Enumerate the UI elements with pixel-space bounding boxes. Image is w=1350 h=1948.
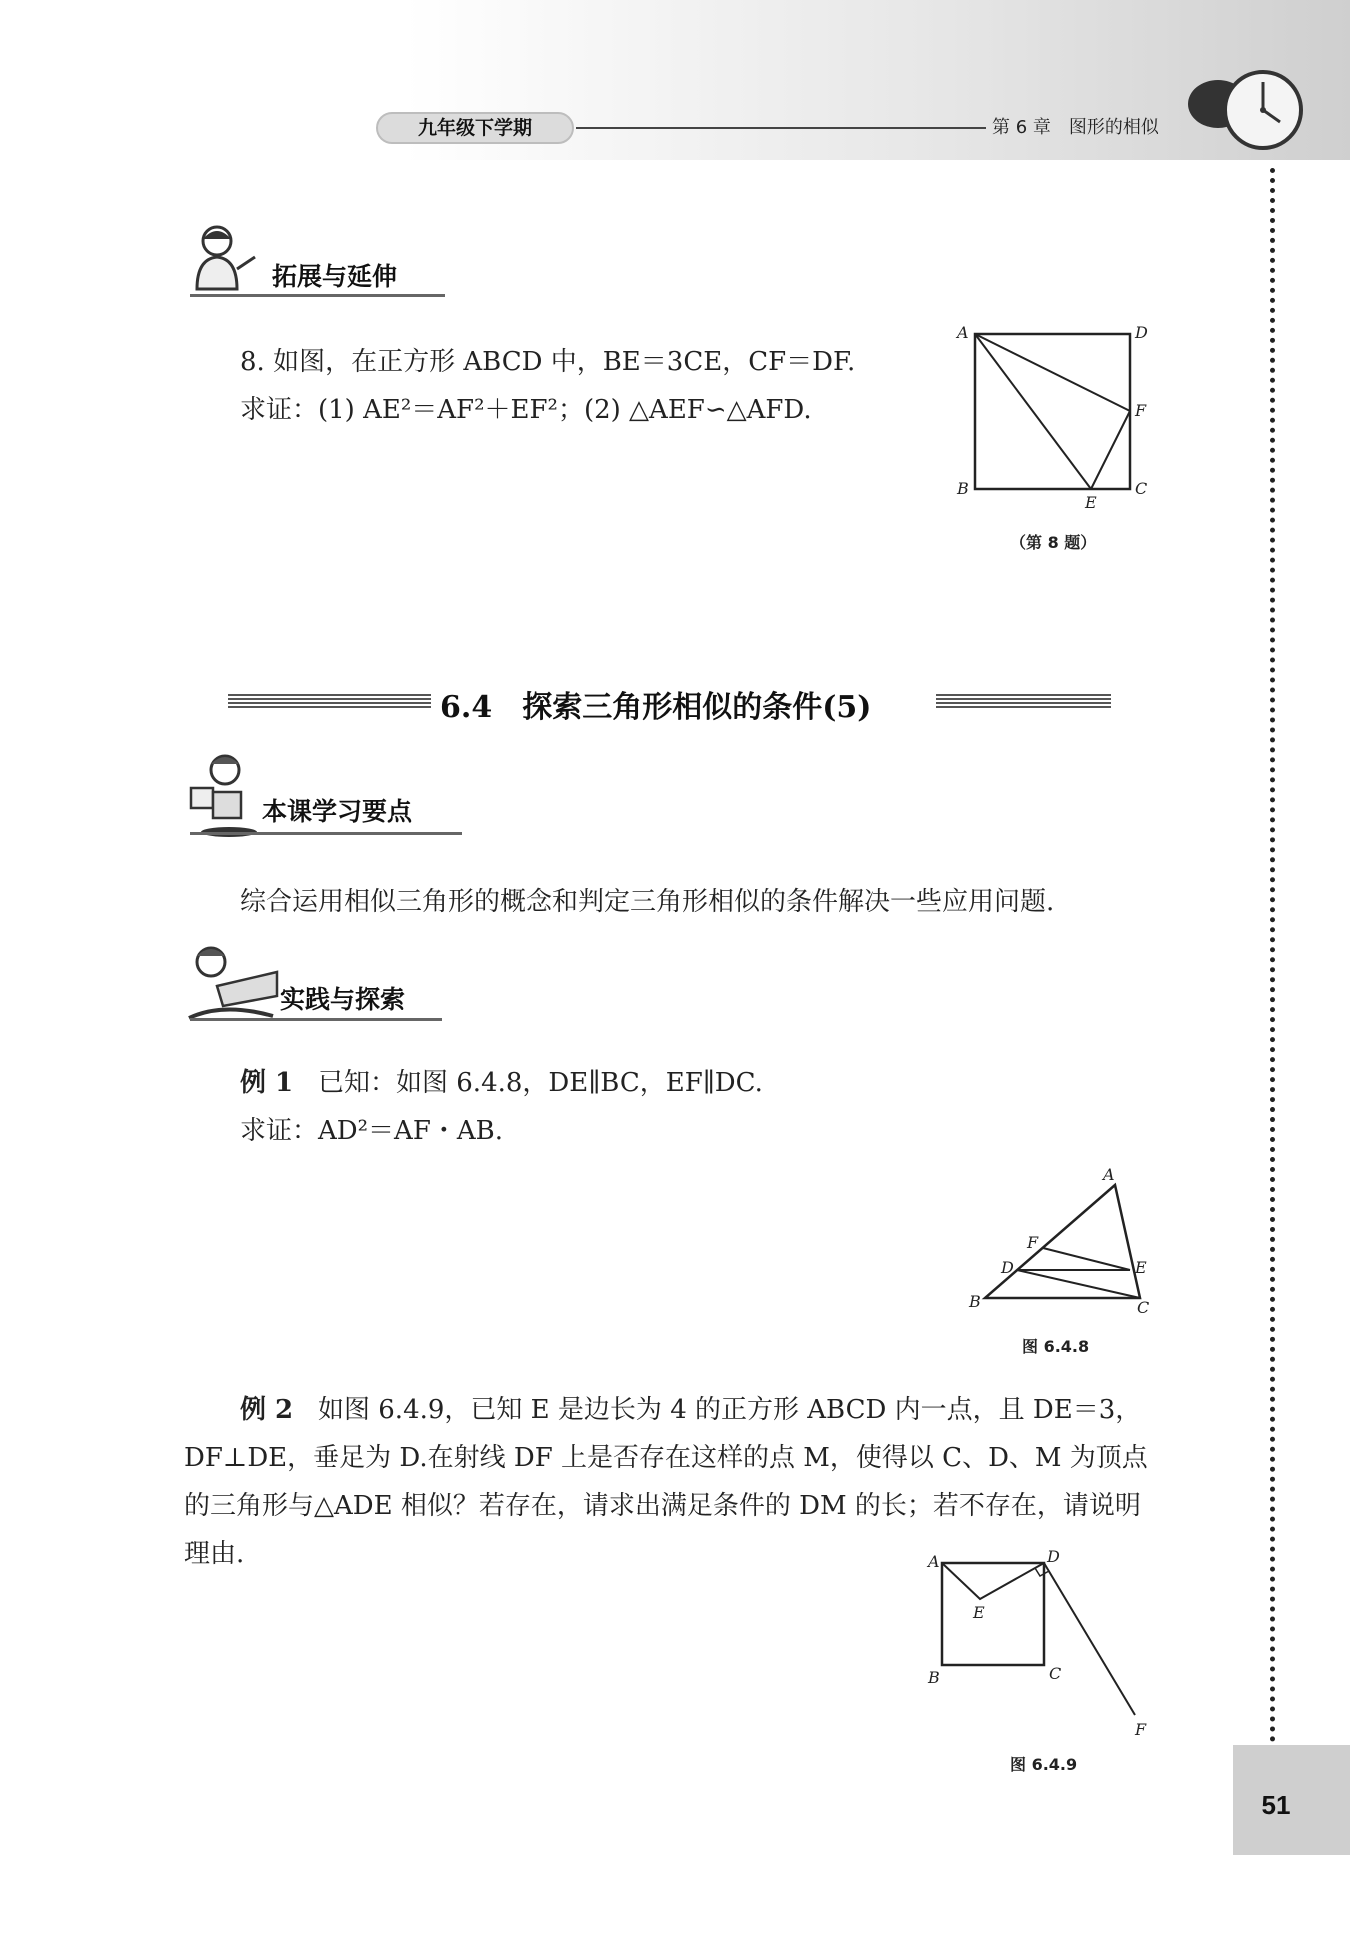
- section-keypoints-underline: [190, 832, 462, 835]
- fig649-label-a: A: [928, 1552, 940, 1571]
- example1-line2: 求证：AD²＝AF・AB.: [240, 1116, 504, 1146]
- example2-caption: 图 6.4.9: [1010, 1755, 1078, 1774]
- teacher-icon: [183, 223, 257, 293]
- fig648-label-e: E: [1135, 1258, 1147, 1277]
- example2-label: 例 2: [240, 1395, 294, 1425]
- problem8-caption: （第 8 题）: [1010, 533, 1097, 552]
- example1-label: 例 1: [240, 1068, 294, 1098]
- lesson-heading: 6.4 探索三角形相似的条件(5): [440, 690, 872, 725]
- fig8-label-e: E: [1085, 493, 1097, 512]
- section-extend-underline: [190, 294, 445, 297]
- fig8-label-a: A: [957, 323, 969, 342]
- example2-line4: 理由.: [184, 1539, 245, 1569]
- fig8-label-c: C: [1135, 479, 1148, 498]
- example1-line1: 已知：如图 6.4.8，DE∥BC，EF∥DC.: [318, 1068, 763, 1098]
- example2-figure: [925, 1545, 1150, 1740]
- grade-label: 九年级下学期: [376, 112, 574, 144]
- fig648-label-d: D: [1001, 1258, 1014, 1277]
- example2-line3: 的三角形与△ADE 相似？若存在，请求出满足条件的 DM 的长；若不存在，请说明: [184, 1491, 1141, 1521]
- section-practice-title: 实践与探索: [280, 985, 406, 1014]
- reading-student-icon: [185, 752, 265, 838]
- problem8-figure: [945, 318, 1155, 518]
- header-rule: [576, 127, 986, 129]
- example1-caption: 图 6.4.8: [1022, 1337, 1090, 1356]
- chapter-title: 第 6 章 图形的相似: [992, 117, 1159, 138]
- fig8-label-f: F: [1135, 401, 1147, 420]
- fig8-label-d: D: [1135, 323, 1148, 342]
- problem8-line2: 求证：(1) AE²＝AF²＋EF²；(2) △AEF∽△AFD.: [240, 395, 812, 425]
- page-number: 51: [1261, 1790, 1291, 1820]
- fig648-label-f: F: [1027, 1233, 1039, 1252]
- runner-clock-icon: [1180, 62, 1310, 154]
- example2-line1: 如图 6.4.9，已知 E 是边长为 4 的正方形 ABCD 内一点，且 DE＝3，: [318, 1395, 1142, 1425]
- keypoints-text: 综合运用相似三角形的概念和判定三角形相似的条件解决一些应用问题.: [240, 887, 1055, 917]
- heading-stripe-right: [936, 694, 1111, 710]
- problem8-line1: 8. 如图，在正方形 ABCD 中，BE＝3CE，CF＝DF.: [240, 347, 856, 377]
- fig648-label-b: B: [969, 1292, 981, 1311]
- fig649-label-e: E: [973, 1603, 985, 1622]
- fig648-label-a: A: [1103, 1165, 1115, 1184]
- fig648-label-c: C: [1137, 1298, 1150, 1317]
- section-extend-title: 拓展与延伸: [272, 262, 398, 291]
- margin-dotted-rail: [1270, 168, 1275, 1743]
- fig649-label-d: D: [1047, 1547, 1060, 1566]
- fig649-label-b: B: [928, 1668, 940, 1687]
- fig649-label-c: C: [1049, 1664, 1062, 1683]
- example1-figure: [955, 1165, 1155, 1325]
- fig649-label-f: F: [1135, 1720, 1147, 1739]
- heading-stripe-left: [228, 694, 431, 710]
- section-practice-underline: [190, 1018, 442, 1021]
- example2-line2: DF⊥DE，垂足为 D.在射线 DF 上是否存在这样的点 M，使得以 C、D、M 为顶点: [184, 1443, 1148, 1473]
- section-keypoints-title: 本课学习要点: [262, 797, 413, 826]
- fig8-label-b: B: [957, 479, 969, 498]
- sliding-student-icon: [183, 942, 283, 1026]
